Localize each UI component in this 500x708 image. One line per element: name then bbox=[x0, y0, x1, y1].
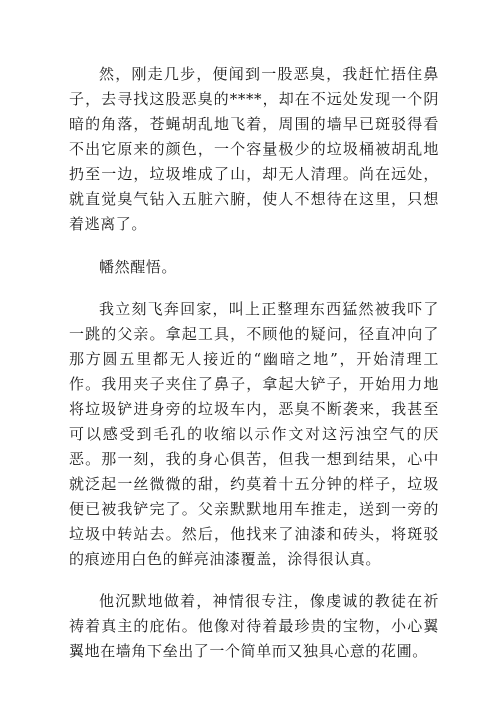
paragraph-2: 幡然醒悟。 bbox=[99, 258, 178, 276]
paragraph-4: 他沉默地做着，神情很专注，像虔诚的教徒在祈祷着真主的庇佑。他像对待着最珍贵的宝物，小心翼翼地在墙角下垒出了一个简单而又独具心意的花圃。 bbox=[69, 592, 439, 660]
document-body bbox=[69, 62, 439, 664]
paragraph-3: 我立刻飞奔回家，叫上正整理东西猛然被我吓了一跳的父亲。拿起工具，不顾他的疑问，径直冲向了那方圆五里都无人接近的“幽暗之地”，开始清理工作。我用夹子夹住了鼻子，拿起大铲子，开始用力地将垃圾铲进身旁的垃圾车内，恶臭不断袭来，我甚至可以感受到毛孔的收缩以示作文对这污浊空气的厌恶。那一刻，我的身心俱苦，但我一想到结果，心中就泛起一丝微微的甜，约莫着十五分钟的样子，垃圾便已被我铲完了。父亲默默地用车推走，送到一旁的垃圾中转站去。然后，他找来了油漆和砖头，将斑驳的痕迹用白色的鲜亮油漆覆盖，涂得很认真。 bbox=[69, 300, 439, 568]
paragraph-1: 然，刚走几步，便闻到一股恶臭，我赶忙捂住鼻子，去寻找这股恶臭的****，却在不远处发现一个阴暗的角落，苍蝇胡乱地飞着，周围的墙早已斑驳得看不出它原来的颜色，一个容量极少的垃圾桶被胡乱地扔至一边，垃圾堆成了山，却无人清理。尚在远处，就直觉臭气钻入五脏六腑，使人不想待在这里，只想着逃离了。 bbox=[69, 65, 439, 233]
